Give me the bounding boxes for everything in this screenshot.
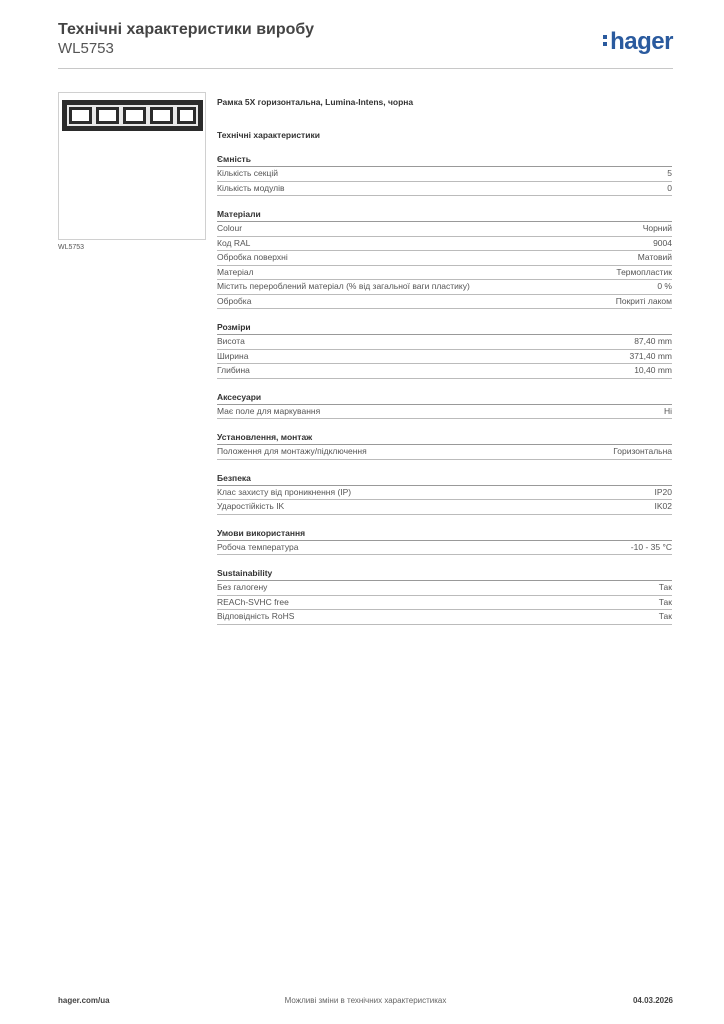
page-header	[58, 20, 673, 69]
document-title: Технічні характеристики виробу	[58, 21, 314, 38]
spec-label: Ударостійкість IK	[217, 501, 285, 511]
spec-row	[217, 295, 672, 310]
spec-group-title: Sustainability	[217, 567, 672, 581]
spec-row	[217, 541, 672, 556]
spec-row	[217, 280, 672, 295]
spec-value: IK02	[654, 501, 672, 511]
hager-logo	[603, 28, 673, 56]
product-name: Рамка 5Х горизонтальна, Lumina-Intens, чорна	[217, 97, 414, 107]
footer-website: hager.com/ua	[58, 996, 110, 1005]
spec-group-title: Безпека	[217, 472, 672, 486]
spec-label: REACh-SVHC free	[217, 596, 289, 607]
spec-value: IP20	[654, 486, 672, 497]
spec-row	[217, 266, 672, 281]
spec-value: Так	[658, 611, 672, 621]
spec-group	[217, 431, 672, 460]
spec-group	[217, 567, 672, 625]
footer-date: 04.03.2026	[632, 996, 673, 1005]
spec-value: Горизонтальна	[613, 446, 672, 456]
spec-row	[217, 237, 672, 252]
spec-group-title: Ємність	[217, 153, 672, 167]
spec-label: Положення для монтажу/підключення	[217, 446, 367, 456]
spec-label: Матеріал	[217, 266, 254, 277]
spec-label: Кількість секцій	[217, 168, 278, 178]
spec-value: 5	[667, 168, 672, 178]
frame-5x-icon	[59, 93, 207, 241]
image-caption: WL5753	[58, 244, 85, 251]
spec-value: Так	[658, 596, 672, 607]
spec-value: Ні	[663, 405, 672, 416]
spec-label: Кількість модулів	[217, 182, 285, 193]
spec-row	[217, 222, 672, 237]
spec-row	[217, 486, 672, 501]
spec-value: Так	[658, 582, 672, 592]
spec-label: Робоча температура	[217, 541, 299, 552]
spec-value: Матовий	[637, 252, 672, 262]
spec-label: Має поле для маркування	[217, 405, 321, 416]
footer-note: Можливі зміни в технічних характеристиках	[284, 996, 447, 1005]
spec-row	[217, 596, 672, 611]
spec-group-title: Установлення, монтаж	[217, 431, 672, 445]
spec-label: Ширина	[217, 350, 249, 361]
spec-label: Клас захисту від проникнення (IP)	[217, 486, 352, 497]
spec-row	[217, 335, 672, 350]
spec-value: 87,40 mm	[634, 336, 672, 346]
spec-group	[217, 153, 672, 196]
spec-value: 9004	[653, 237, 672, 248]
spec-group	[217, 208, 672, 309]
spec-value: 0	[667, 182, 672, 193]
spec-row	[217, 500, 672, 515]
spec-group-title: Умови використання	[217, 527, 672, 541]
spec-label: Обробка	[217, 295, 252, 306]
logo-text: hager	[610, 28, 673, 55]
spec-label: Висота	[217, 336, 245, 346]
spec-label: Відповідність RoHS	[217, 611, 295, 621]
spec-group	[217, 472, 672, 515]
spec-value: -10 - 35 °C	[630, 541, 672, 552]
spec-label: Обробка поверхні	[217, 252, 288, 262]
spec-group	[217, 391, 672, 420]
spec-row	[217, 350, 672, 365]
spec-label: Colour	[217, 223, 243, 233]
section-title: Технічні характеристики	[217, 130, 320, 140]
product-image	[58, 92, 206, 240]
spec-label: Глибина	[217, 365, 250, 375]
spec-group-title: Матеріали	[217, 208, 672, 222]
spec-value: 10,40 mm	[634, 365, 672, 375]
spec-row	[217, 182, 672, 197]
spec-group-title: Розміри	[217, 321, 672, 335]
spec-value: 0 %	[657, 281, 672, 291]
spec-row	[217, 405, 672, 420]
logo-dots-icon	[603, 33, 608, 47]
spec-row	[217, 610, 672, 625]
spec-row	[217, 251, 672, 266]
spec-group	[217, 321, 672, 379]
spec-value: Чорний	[642, 223, 672, 233]
spec-row	[217, 364, 672, 379]
spec-group-title: Аксесуари	[217, 391, 672, 405]
spec-content	[217, 96, 672, 625]
spec-label: Код RAL	[217, 237, 251, 248]
spec-label: Без галогену	[217, 582, 268, 592]
spec-row	[217, 445, 672, 460]
spec-row	[217, 581, 672, 596]
spec-value: Термопластик	[616, 266, 672, 277]
spec-groups	[217, 153, 672, 625]
spec-value: 371,40 mm	[629, 350, 672, 361]
spec-value: Покриті лаком	[615, 295, 672, 306]
product-code: WL5753	[58, 40, 114, 57]
spec-row	[217, 167, 672, 182]
spec-group	[217, 527, 672, 556]
spec-label: Містить перероблений матеріал (% від загальної ваги пластику)	[217, 281, 470, 291]
